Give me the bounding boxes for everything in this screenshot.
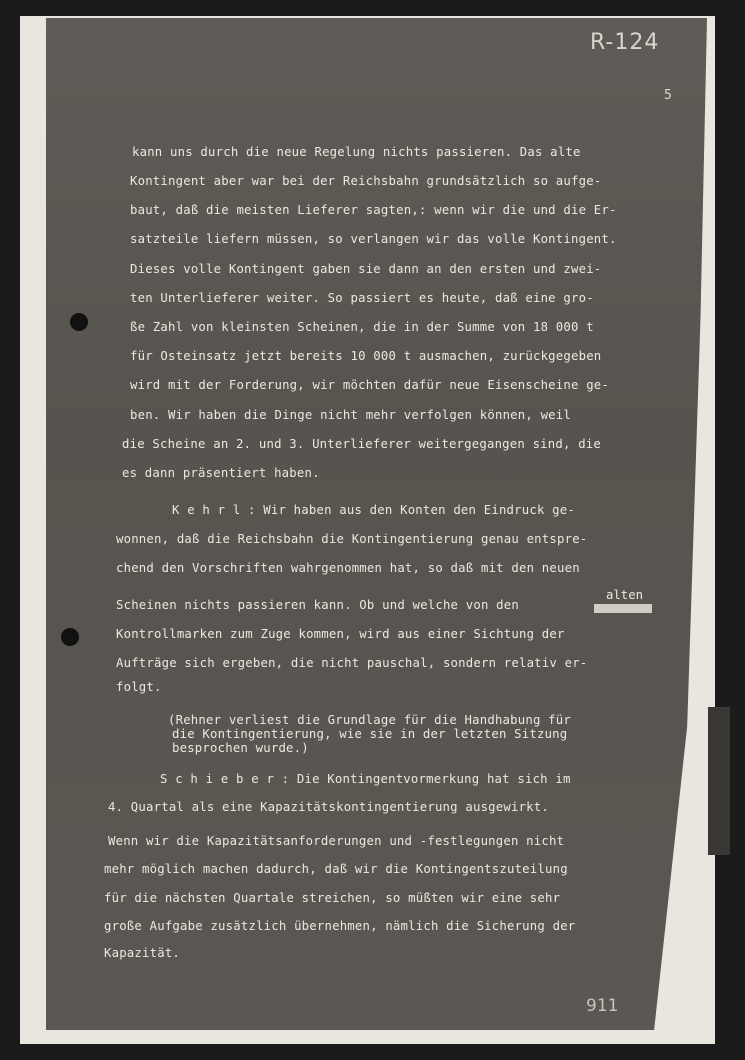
text-line: Kontrollmarken zum Zuge kommen, wird aus einer Sichtung der xyxy=(116,627,565,641)
text-line: die Scheine an 2. und 3. Unterlieferer weitergegangen sind, die xyxy=(122,437,602,451)
text-line: K e h r l : Wir haben aus den Konten den Eindruck ge- xyxy=(172,503,575,517)
text-line: ße Zahl von kleinsten Scheinen, die in der Summe von 18 000 t xyxy=(130,320,594,334)
text-line: Wenn wir die Kapazitätsanforderungen und -festlegungen nicht xyxy=(108,834,565,848)
punch-hole-lower xyxy=(61,628,79,646)
text-line: folgt. xyxy=(116,680,162,694)
text-line: Kapazität. xyxy=(104,946,181,960)
text-line: baut, daß die meisten Lieferer sagten,: wenn wir die und die Er- xyxy=(130,203,617,217)
struck-out-word xyxy=(594,604,652,613)
punch-hole-upper xyxy=(70,313,88,331)
text-line: Scheinen nichts passieren kann. Ob und welche von den xyxy=(116,598,519,612)
text-line: wonnen, daß die Reichsbahn die Kontingentierung genau entspre- xyxy=(116,532,588,546)
text-line: S c h i e b e r : Die Kontingentvormerkung hat sich im xyxy=(160,772,571,786)
text-line: mehr möglich machen dadurch, daß wir die Kontingentszuteilung xyxy=(104,862,568,876)
archive-reference: R-124 xyxy=(590,30,660,55)
text-line: kann uns durch die neue Regelung nichts passieren. Das alte xyxy=(132,145,581,159)
text-line: wird mit der Forderung, wir möchten dafür neue Eisenscheine ge- xyxy=(130,378,610,392)
edge-strip xyxy=(708,707,730,855)
text-line: (Rehner verliest die Grundlage für die Handhabung für xyxy=(168,713,571,727)
folio-number: 911 xyxy=(586,996,619,1016)
text-line: ben. Wir haben die Dinge nicht mehr verfolgen können, weil xyxy=(130,408,571,422)
handwritten-insertion: alten xyxy=(606,588,644,602)
text-line: ten Unterlieferer weiter. So passiert es heute, daß eine gro- xyxy=(130,291,594,305)
text-line: Kontingent aber war bei der Reichsbahn grundsätzlich so aufge- xyxy=(130,174,602,188)
text-line: für Osteinsatz jetzt bereits 10 000 t ausmachen, zurückgegeben xyxy=(130,349,602,363)
text-line: die Kontingentierung, wie sie in der letzten Sitzung xyxy=(172,727,568,741)
text-line: chend den Vorschriften wahrgenommen hat, so daß mit den neuen xyxy=(116,561,580,575)
text-line: satzteile liefern müssen, so verlangen wir das volle Kontingent. xyxy=(130,232,617,246)
text-line: besprochen wurde.) xyxy=(172,741,309,755)
text-line: für die nächsten Quartale streichen, so müßten wir eine sehr xyxy=(104,891,561,905)
text-line: große Aufgabe zusätzlich übernehmen, nämlich die Sicherung der xyxy=(104,919,576,933)
text-line: Aufträge sich ergeben, die nicht pauschal, sondern relativ er- xyxy=(116,656,588,670)
text-line: Dieses volle Kontingent gaben sie dann an den ersten und zwei- xyxy=(130,262,602,276)
text-line: es dann präsentiert haben. xyxy=(122,466,320,480)
page-number: 5 xyxy=(664,88,672,103)
photostat-page xyxy=(46,18,707,1030)
text-line: 4. Quartal als eine Kapazitätskontingentierung ausgewirkt. xyxy=(108,800,549,814)
